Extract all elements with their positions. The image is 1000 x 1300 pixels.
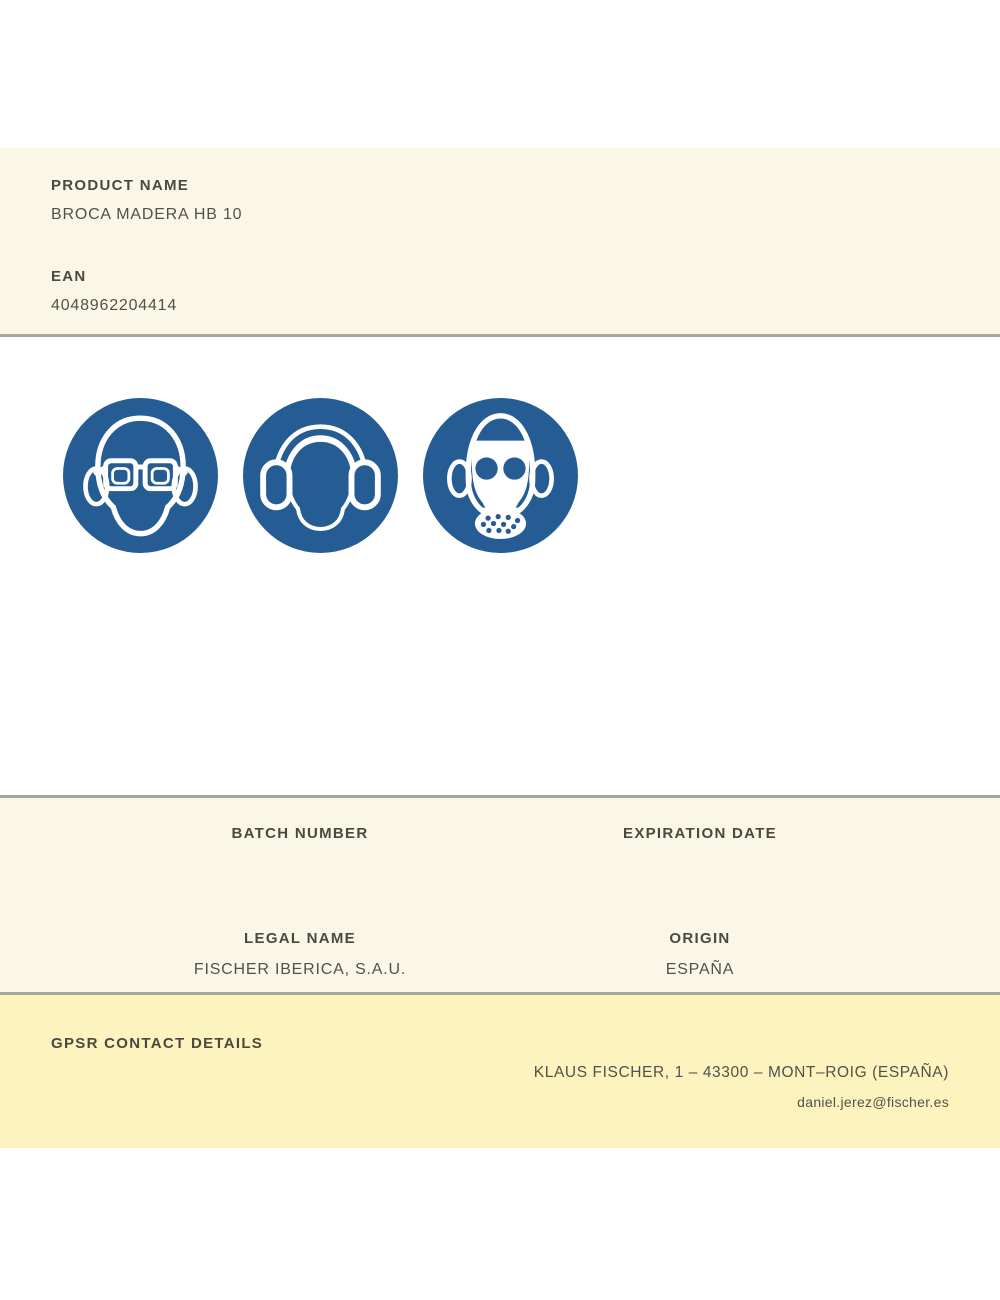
wear-ear-protection-icon bbox=[243, 398, 398, 553]
wear-eye-protection-icon bbox=[63, 398, 218, 553]
expiration-date-label: EXPIRATION DATE bbox=[623, 825, 777, 842]
product-name-value: BROCA MADERA HB 10 bbox=[51, 206, 243, 223]
gpsr-title: GPSR CONTACT DETAILS bbox=[51, 1035, 264, 1052]
legal-name-label: LEGAL NAME bbox=[244, 930, 356, 947]
safety-icons-row bbox=[63, 398, 578, 553]
product-info-section bbox=[0, 148, 1000, 337]
ean-value: 4048962204414 bbox=[51, 297, 178, 314]
gpsr-contact-section bbox=[0, 992, 1000, 1148]
ean-label: EAN bbox=[51, 268, 87, 285]
details-section bbox=[0, 795, 1000, 995]
gpsr-email: daniel.jerez@fischer.es bbox=[797, 1094, 949, 1110]
origin-label: ORIGIN bbox=[669, 930, 731, 947]
batch-number-label: BATCH NUMBER bbox=[231, 825, 369, 842]
origin-value: ESPAÑA bbox=[665, 961, 735, 978]
ean-field bbox=[51, 268, 949, 315]
gpsr-address: KLAUS FISCHER, 1 – 43300 – MONT–ROIG (ESPAÑA) bbox=[533, 1064, 949, 1081]
legal-name-value: FISCHER IBERICA, S.A.U. bbox=[193, 961, 407, 978]
product-name-field bbox=[51, 177, 949, 224]
product-name-label: PRODUCT NAME bbox=[51, 177, 190, 194]
wear-respiratory-protection-icon bbox=[423, 398, 578, 553]
